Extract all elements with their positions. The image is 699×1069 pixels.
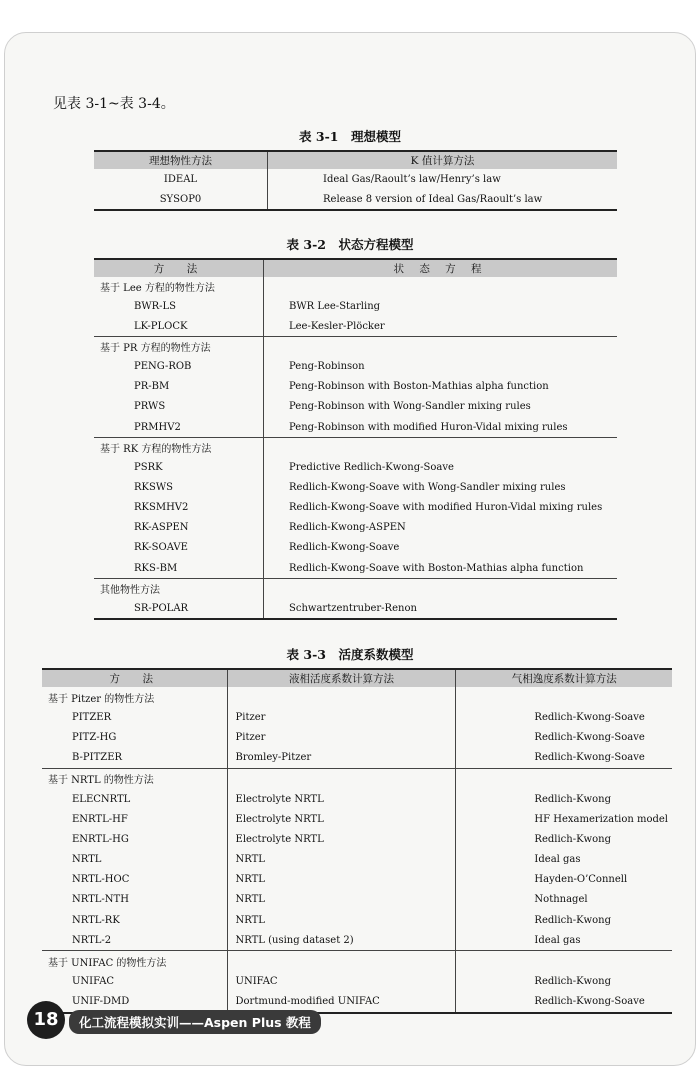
liquid-cell: NRTL: [227, 850, 456, 870]
method-cell: NRTL-HOC: [72, 874, 130, 886]
liquid-cell: Electrolyte NRTL: [227, 829, 456, 849]
table-row: [42, 972, 672, 992]
table3-header-row: [42, 669, 672, 687]
table2-header-row: [94, 259, 617, 277]
eos-cell: Redlich-Kwong-Soave with Boston-Mathias alpha function: [289, 562, 584, 574]
eos-cell: Redlich-Kwong-Soave: [289, 542, 400, 554]
method-cell: NRTL-RK: [72, 914, 120, 926]
table-row: [94, 477, 617, 497]
table2-header-method: 方 法: [94, 259, 264, 277]
table1-header-k-value: K 值计算方法: [268, 151, 618, 169]
liquid-cell: Electrolyte NRTL: [227, 809, 456, 829]
table-row: [94, 397, 617, 417]
method-cell: LK-PLOCK: [94, 316, 264, 337]
liquid-cell: Electrolyte NRTL: [227, 789, 456, 809]
table2-group-row-rk: [94, 438, 617, 458]
method-cell: PSRK: [94, 457, 264, 477]
table2-group-row-pr: [94, 337, 617, 357]
vapor-cell: Redlich-Kwong: [534, 976, 611, 988]
vapor-cell: Ideal gas: [534, 854, 581, 866]
table-row: [94, 169, 617, 189]
eos-cell: Redlich-Kwong-ASPEN: [289, 522, 406, 534]
table-row: [94, 518, 617, 538]
table-row: [94, 356, 617, 376]
table2-group-row-lee: [94, 277, 617, 296]
vapor-cell: Redlich-Kwong-Soave: [534, 731, 645, 743]
table-row: [94, 377, 617, 397]
method-cell: SR-POLAR: [94, 598, 264, 619]
liquid-cell: Bromley-Pitzer: [227, 748, 456, 769]
table3-group-row-nrtl: [42, 768, 672, 789]
method-cell: B-PITZER: [72, 752, 123, 764]
table-row: [42, 829, 672, 849]
vapor-cell: Redlich-Kwong: [534, 914, 611, 926]
table1-caption: 表 3-1 理想模型: [299, 129, 401, 144]
table-row: [94, 538, 617, 558]
table1-header-row: [94, 151, 617, 169]
group-label: 基于 Lee 方程的物性方法: [94, 277, 264, 296]
method-cell: RK-SOAVE: [94, 538, 264, 558]
table-3-2: [94, 258, 617, 620]
group-label: 基于 RK 方程的物性方法: [94, 438, 264, 458]
table-row: [94, 598, 617, 619]
table-row: [94, 296, 617, 316]
method-cell: PITZER: [72, 711, 112, 723]
table1-header-method: 理想物性方法: [94, 151, 268, 169]
eos-cell: Schwartzentruber-Renon: [289, 602, 417, 614]
vapor-cell: Redlich-Kwong-Soave: [534, 996, 645, 1008]
table-row: [42, 930, 672, 951]
table-row: [94, 417, 617, 438]
eos-cell: Peng-Robinson with Boston-Mathias alpha function: [289, 381, 549, 393]
table1-cell-method: IDEAL: [94, 169, 268, 189]
table-row: [42, 707, 672, 727]
liquid-cell: NRTL: [227, 890, 456, 910]
vapor-cell: Nothnagel: [534, 894, 588, 906]
method-cell: RK-ASPEN: [94, 518, 264, 538]
eos-cell: Redlich-Kwong-Soave with Wong-Sandler mixing rules: [289, 481, 566, 493]
page-footer: [5, 1001, 695, 1041]
table-row: [94, 316, 617, 337]
method-cell: PR-BM: [94, 377, 264, 397]
eos-cell: BWR Lee-Starling: [289, 300, 381, 312]
table-row: [42, 850, 672, 870]
table1-cell-k-value: Release 8 version of Ideal Gas/Raoult’s law: [323, 193, 543, 205]
eos-cell: Lee-Kesler-Plöcker: [289, 320, 385, 332]
vapor-cell: Hayden-O’Connell: [534, 874, 628, 886]
method-cell: NRTL-NTH: [72, 894, 129, 906]
method-cell: PRWS: [94, 397, 264, 417]
method-cell: NRTL-2: [72, 934, 112, 946]
eos-cell: Predictive Redlich-Kwong-Soave: [289, 461, 454, 473]
eos-cell: Peng-Robinson with modified Huron-Vidal mixing rules: [289, 421, 568, 433]
group-label: 其他物性方法: [94, 579, 264, 599]
method-cell: ENRTL-HG: [72, 833, 129, 845]
eos-cell: Peng-Robinson with Wong-Sandler mixing rules: [289, 401, 531, 413]
method-cell: UNIF-DMD: [72, 996, 130, 1008]
intro-text: 见表 3-1~表 3-4。: [53, 96, 175, 112]
eos-cell: Redlich-Kwong-Soave with modified Huron-Vidal mixing rules: [289, 502, 603, 514]
table-row: [42, 910, 672, 930]
vapor-cell: Redlich-Kwong: [534, 793, 611, 805]
method-cell: RKS-BM: [94, 558, 264, 579]
table1-cell-method: SYSOP0: [94, 189, 268, 210]
page-sheet: [4, 32, 696, 1066]
table-row: [42, 870, 672, 890]
table-row: [42, 789, 672, 809]
table-row: [42, 890, 672, 910]
liquid-cell: Dortmund-modified UNIFAC: [227, 992, 456, 1013]
vapor-cell: Redlich-Kwong: [534, 833, 611, 845]
method-cell: RKSMHV2: [94, 498, 264, 518]
liquid-cell: Pitzer: [227, 707, 456, 727]
table2-header-eos: 状 态 方 程: [264, 259, 618, 277]
table-3-3: [42, 668, 672, 1014]
table-3-1: [94, 150, 617, 211]
eos-cell: Peng-Robinson: [289, 360, 365, 372]
group-label: 基于 NRTL 的物性方法: [42, 768, 227, 789]
method-cell: PRMHV2: [94, 417, 264, 438]
table3-group-row-pitzer: [42, 687, 672, 707]
table2-caption: 表 3-2 状态方程模型: [286, 237, 414, 252]
method-cell: BWR-LS: [94, 296, 264, 316]
vapor-cell: HF Hexamerization model: [534, 813, 668, 825]
method-cell: ENRTL-HF: [72, 813, 128, 825]
group-label: 基于 UNIFAC 的物性方法: [42, 951, 227, 972]
table-row: [94, 498, 617, 518]
method-cell: PENG-ROB: [94, 356, 264, 376]
table-row: [94, 189, 617, 210]
method-cell: UNIFAC: [72, 976, 115, 988]
liquid-cell: NRTL: [227, 870, 456, 890]
table-row: [42, 809, 672, 829]
method-cell: PITZ-HG: [72, 731, 117, 743]
method-cell: NRTL: [72, 854, 102, 866]
vapor-cell: Redlich-Kwong-Soave: [534, 711, 645, 723]
method-cell: RKSWS: [94, 477, 264, 497]
table-row: [94, 457, 617, 477]
liquid-cell: UNIFAC: [227, 972, 456, 992]
table-row: [42, 727, 672, 747]
vapor-cell: Redlich-Kwong-Soave: [534, 752, 645, 764]
page-number: 18: [27, 1001, 65, 1039]
liquid-cell: NRTL: [227, 910, 456, 930]
liquid-cell: Pitzer: [227, 727, 456, 747]
table-row: [94, 558, 617, 579]
vapor-cell: Ideal gas: [534, 934, 581, 946]
table3-caption: 表 3-3 活度系数模型: [286, 647, 414, 662]
table3-header-method: 方 法: [42, 669, 227, 687]
table-row: [42, 748, 672, 769]
method-cell: ELECNRTL: [72, 793, 131, 805]
book-title: 化工流程模拟实训——Aspen Plus 教程: [69, 1010, 321, 1034]
group-label: 基于 Pitzer 的物性方法: [48, 693, 155, 705]
table3-header-vapor: 气相逸度系数计算方法: [456, 669, 672, 687]
table1-cell-k-value: Ideal Gas/Raoult’s law/Henry’s law: [323, 173, 501, 185]
table3-header-liquid: 液相活度系数计算方法: [227, 669, 456, 687]
group-label: 基于 PR 方程的物性方法: [94, 337, 264, 357]
liquid-cell: NRTL (using dataset 2): [227, 930, 456, 951]
table3-group-row-unifac: [42, 951, 672, 972]
table2-group-row-other: [94, 579, 617, 599]
